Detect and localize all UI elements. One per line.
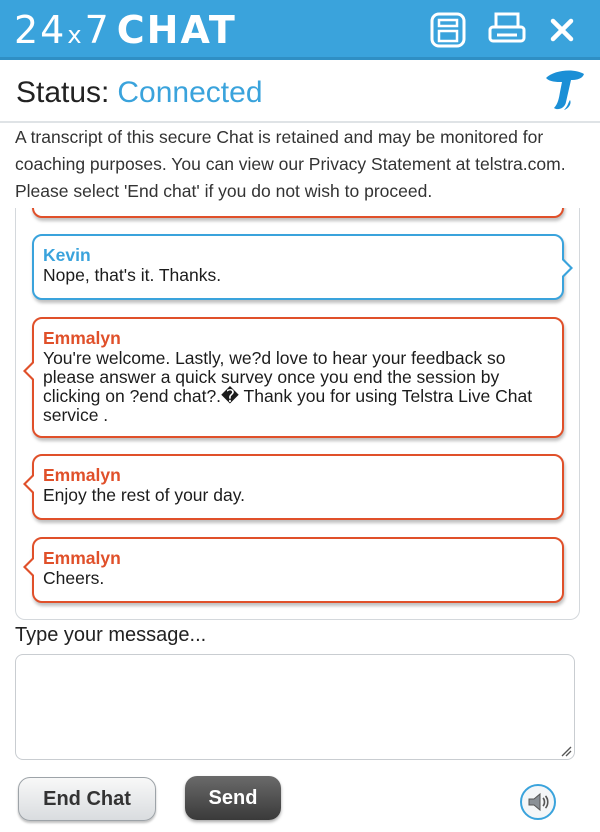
title-bar	[0, 0, 600, 60]
compose-label: Type your message...	[15, 624, 207, 646]
message-sender: Emmalyn	[43, 328, 121, 348]
resize-grip-icon[interactable]	[560, 745, 572, 757]
status-value: Connected	[117, 76, 263, 109]
connection-status	[16, 76, 263, 110]
status-label: Status:	[16, 76, 110, 109]
message-text: Nope, that's it. Thanks.	[43, 265, 222, 285]
bubble-tail	[23, 361, 33, 381]
telstra-logo-icon	[544, 68, 586, 112]
end-chat-button[interactable]: End Chat	[18, 777, 156, 821]
bubble-tail	[563, 258, 573, 278]
print-icon	[487, 11, 527, 49]
message-sender: Kevin	[43, 245, 91, 265]
message-bubble-agent	[32, 317, 564, 438]
sound-toggle-button[interactable]	[520, 784, 556, 820]
print-transcript-button[interactable]	[487, 10, 527, 50]
chat-transcript[interactable]	[15, 208, 580, 620]
privacy-notice: A transcript of this secure Chat is retained and may be monitored for coaching purposes. You can view our Privacy Statement at telstra.com. Please select 'End chat' if you do not wish to proceed.	[15, 127, 566, 201]
message-bubble-agent	[32, 537, 564, 603]
save-transcript-button[interactable]	[428, 10, 468, 50]
speaker-icon	[526, 791, 550, 813]
message-text: You're welcome. Lastly, we?d love to hear your feedback so please answer a quick survey once you end the session by clicking on ?end chat?.� Thank you for using Telstra Live Chat service .	[43, 348, 533, 425]
send-button[interactable]: Send	[185, 776, 281, 820]
status-divider	[0, 121, 600, 123]
bubble-tail	[23, 474, 33, 494]
save-icon	[429, 11, 467, 49]
message-input[interactable]	[15, 654, 575, 760]
app-logo: 24x7 CHAT	[14, 8, 237, 52]
previous-message-bubble	[32, 208, 564, 218]
message-bubble-agent	[32, 454, 564, 520]
message-text: Cheers.	[43, 568, 105, 588]
message-text: Enjoy the rest of your day.	[43, 485, 246, 505]
message-sender: Emmalyn	[43, 465, 121, 485]
close-icon	[549, 17, 575, 43]
bubble-tail	[23, 557, 33, 577]
message-sender: Emmalyn	[43, 548, 121, 568]
close-button[interactable]	[542, 10, 582, 50]
message-bubble-customer	[32, 234, 564, 300]
